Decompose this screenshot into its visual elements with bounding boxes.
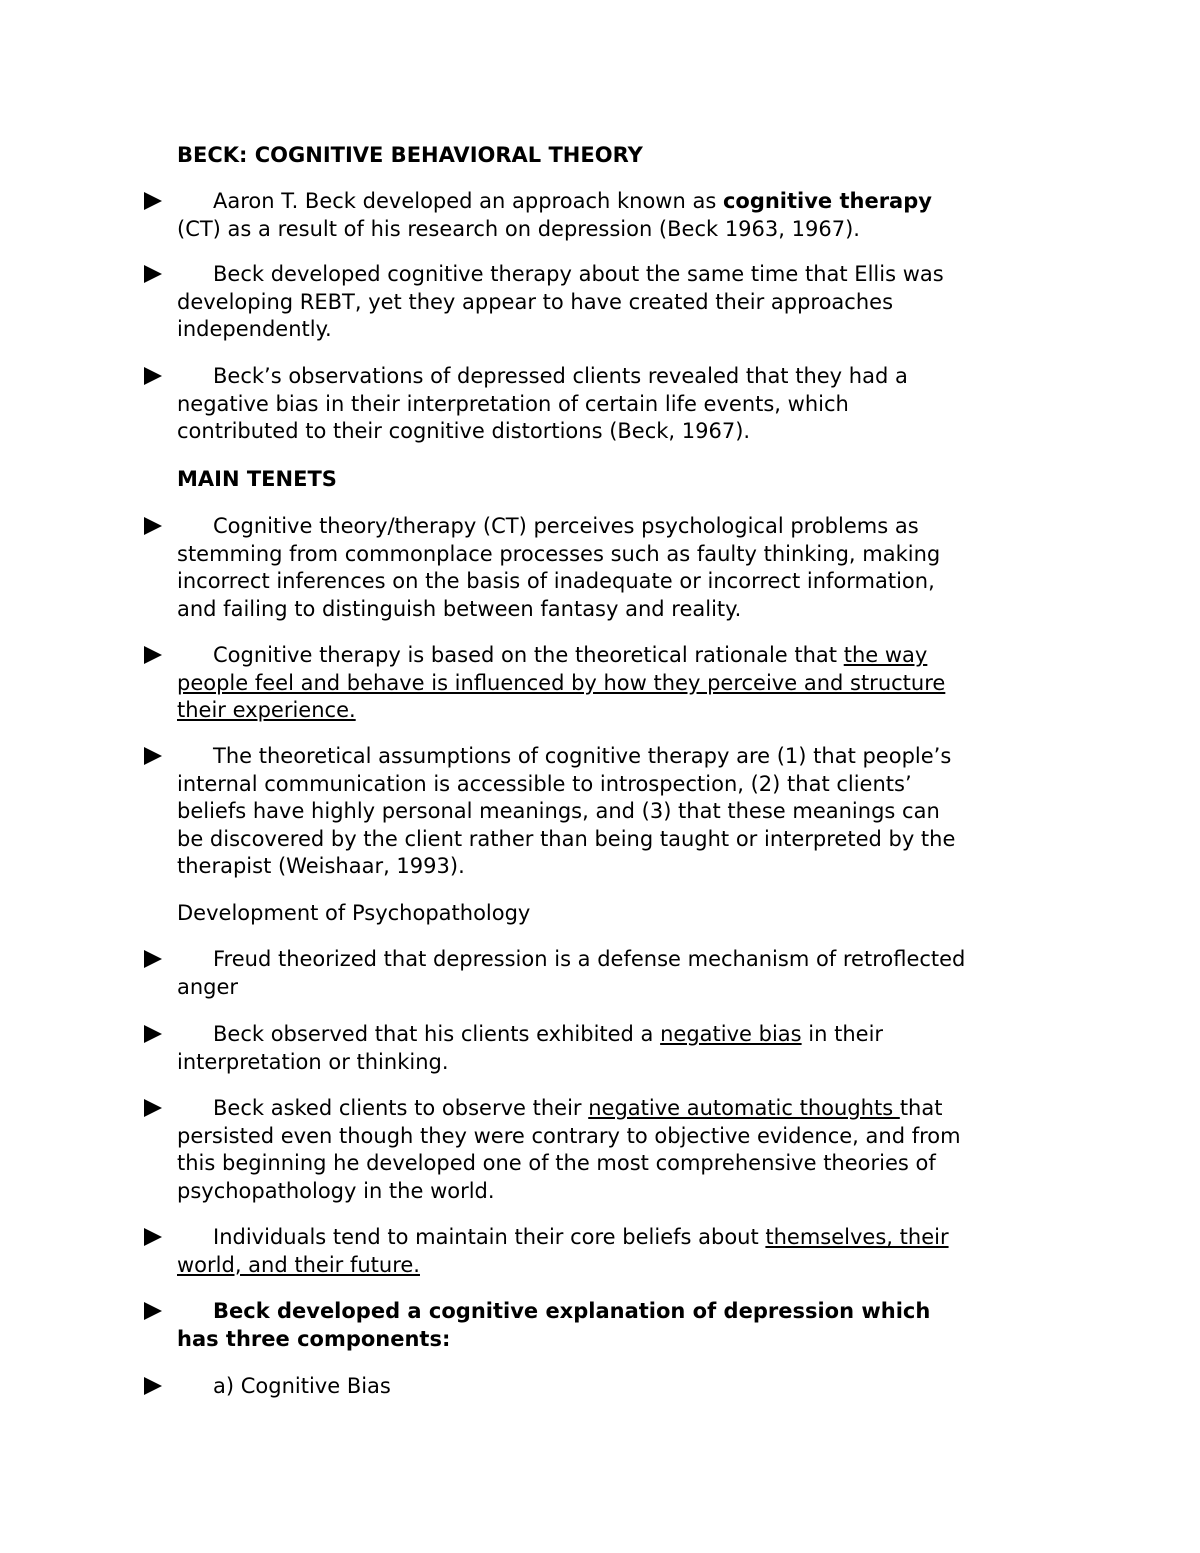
arrow-bullet-icon [144,367,162,385]
bold-term: cognitive therapy [722,189,932,213]
bullet-text [177,261,1067,344]
arrow-bullet-icon [144,192,162,210]
bullet-text-line: interpretation or thinking. [177,1049,449,1074]
bullet-text-line: anger [177,974,239,999]
bullet-text [177,743,1067,881]
underlined-phrase: world, and their future. [177,1252,420,1277]
bullet-text-line: this beginning he developed one of the most comprehensive theories of [177,1151,936,1175]
bullet-text-line: stemming from commonplace processes such as faulty thinking, making [177,541,941,566]
bullet-text-segment: Beck developed cognitive therapy about the same time that Ellis was [213,262,944,286]
bullet-text-line: internal communication is accessible to introspection, (2) that clients’ [177,771,912,796]
underlined-phrase: negative automatic thoughts [588,1096,900,1120]
bullet-text-segment: in their [801,1022,884,1046]
heading-development: Development of Psychopathology [177,901,531,925]
bullet-text-segment: that [899,1096,943,1120]
bullet-text [177,363,1067,446]
bullet-text [177,1095,1067,1205]
arrow-bullet-icon [144,646,162,664]
arrow-bullet-icon [144,1025,162,1043]
bullet-text-line: persisted even though they were contrary to objective evidence, and from [177,1123,961,1148]
bullet-text [177,642,1067,725]
bullet-text-segment: a) Cognitive Bias [213,1374,391,1398]
arrow-bullet-icon [144,517,162,535]
bullet-text-segment: Beck’s observations of depressed clients revealed that they had a [213,364,908,388]
bullet-text-segment: Cognitive therapy is based on the theoretical rationale that [213,643,844,667]
arrow-bullet-icon [144,1377,162,1395]
bullet-text-line: therapist (Weishaar, 1993). [177,854,465,878]
bullet-text [177,1298,1067,1353]
bullet-text-segment: Aaron T. Beck developed an approach known as [213,189,723,213]
underlined-phrase: people feel and behave is influenced by how they perceive and structure [177,670,946,695]
bullet-text-segment: Cognitive theory/therapy (CT) perceives psychological problems as [213,514,919,538]
heading-main-tenets: MAIN TENETS [177,467,337,491]
bullet-text-line: beliefs have highly personal meanings, and (3) that these meanings can [177,799,940,823]
bullet-text-line: independently. [177,317,332,341]
underlined-phrase: themselves, their [765,1225,949,1249]
bullet-text [177,1021,1067,1076]
arrow-bullet-icon [144,747,162,765]
bullet-text-line: and failing to distinguish between fantasy and reality. [177,596,742,621]
bullet-text [177,1224,1067,1279]
bullet-text-segment: Freud theorized that depression is a defense mechanism of retroflected [213,947,966,971]
bullet-text [177,946,1067,1001]
arrow-bullet-icon [144,1302,162,1320]
bullet-text-segment: Individuals tend to maintain their core beliefs about [213,1225,766,1249]
bullet-text [177,1373,1067,1401]
arrow-bullet-icon [144,265,162,283]
bullet-text-line: has three components: [177,1326,451,1351]
bullet-text-line: contributed to their cognitive distortions (Beck, 1967). [177,419,751,443]
bullet-text-line: negative bias in their interpretation of certain life events, which [177,391,849,416]
bullet-text-segment: Beck observed that his clients exhibited a [213,1022,661,1046]
arrow-bullet-icon [144,1228,162,1246]
bullet-text-line: be discovered by the client rather than being taught or interpreted by the [177,826,956,851]
bullet-text-line: incorrect inferences on the basis of inadequate or incorrect information, [177,569,935,593]
bullet-text-line: psychopathology in the world. [177,1178,495,1203]
bullet-text-segment: Beck asked clients to observe their [213,1096,589,1120]
bullet-text [177,188,1067,243]
bullet-text-line: developing REBT, yet they appear to have created their approaches [177,289,894,314]
bullet-text-segment: The theoretical assumptions of cognitive therapy are (1) that people’s [213,744,952,768]
underlined-phrase: their experience. [177,698,356,722]
bullet-text-segment: Beck developed a cognitive explanation of depression which [213,1299,931,1323]
arrow-bullet-icon [144,950,162,968]
underlined-phrase: negative bias [660,1022,802,1046]
bullet-text [177,513,1067,623]
bullet-text-line: (CT) as a result of his research on depression (Beck 1963, 1967). [177,216,860,241]
arrow-bullet-icon [144,1099,162,1117]
underlined-phrase: the way [843,643,928,667]
heading-main: BECK: COGNITIVE BEHAVIORAL THEORY [177,143,643,167]
